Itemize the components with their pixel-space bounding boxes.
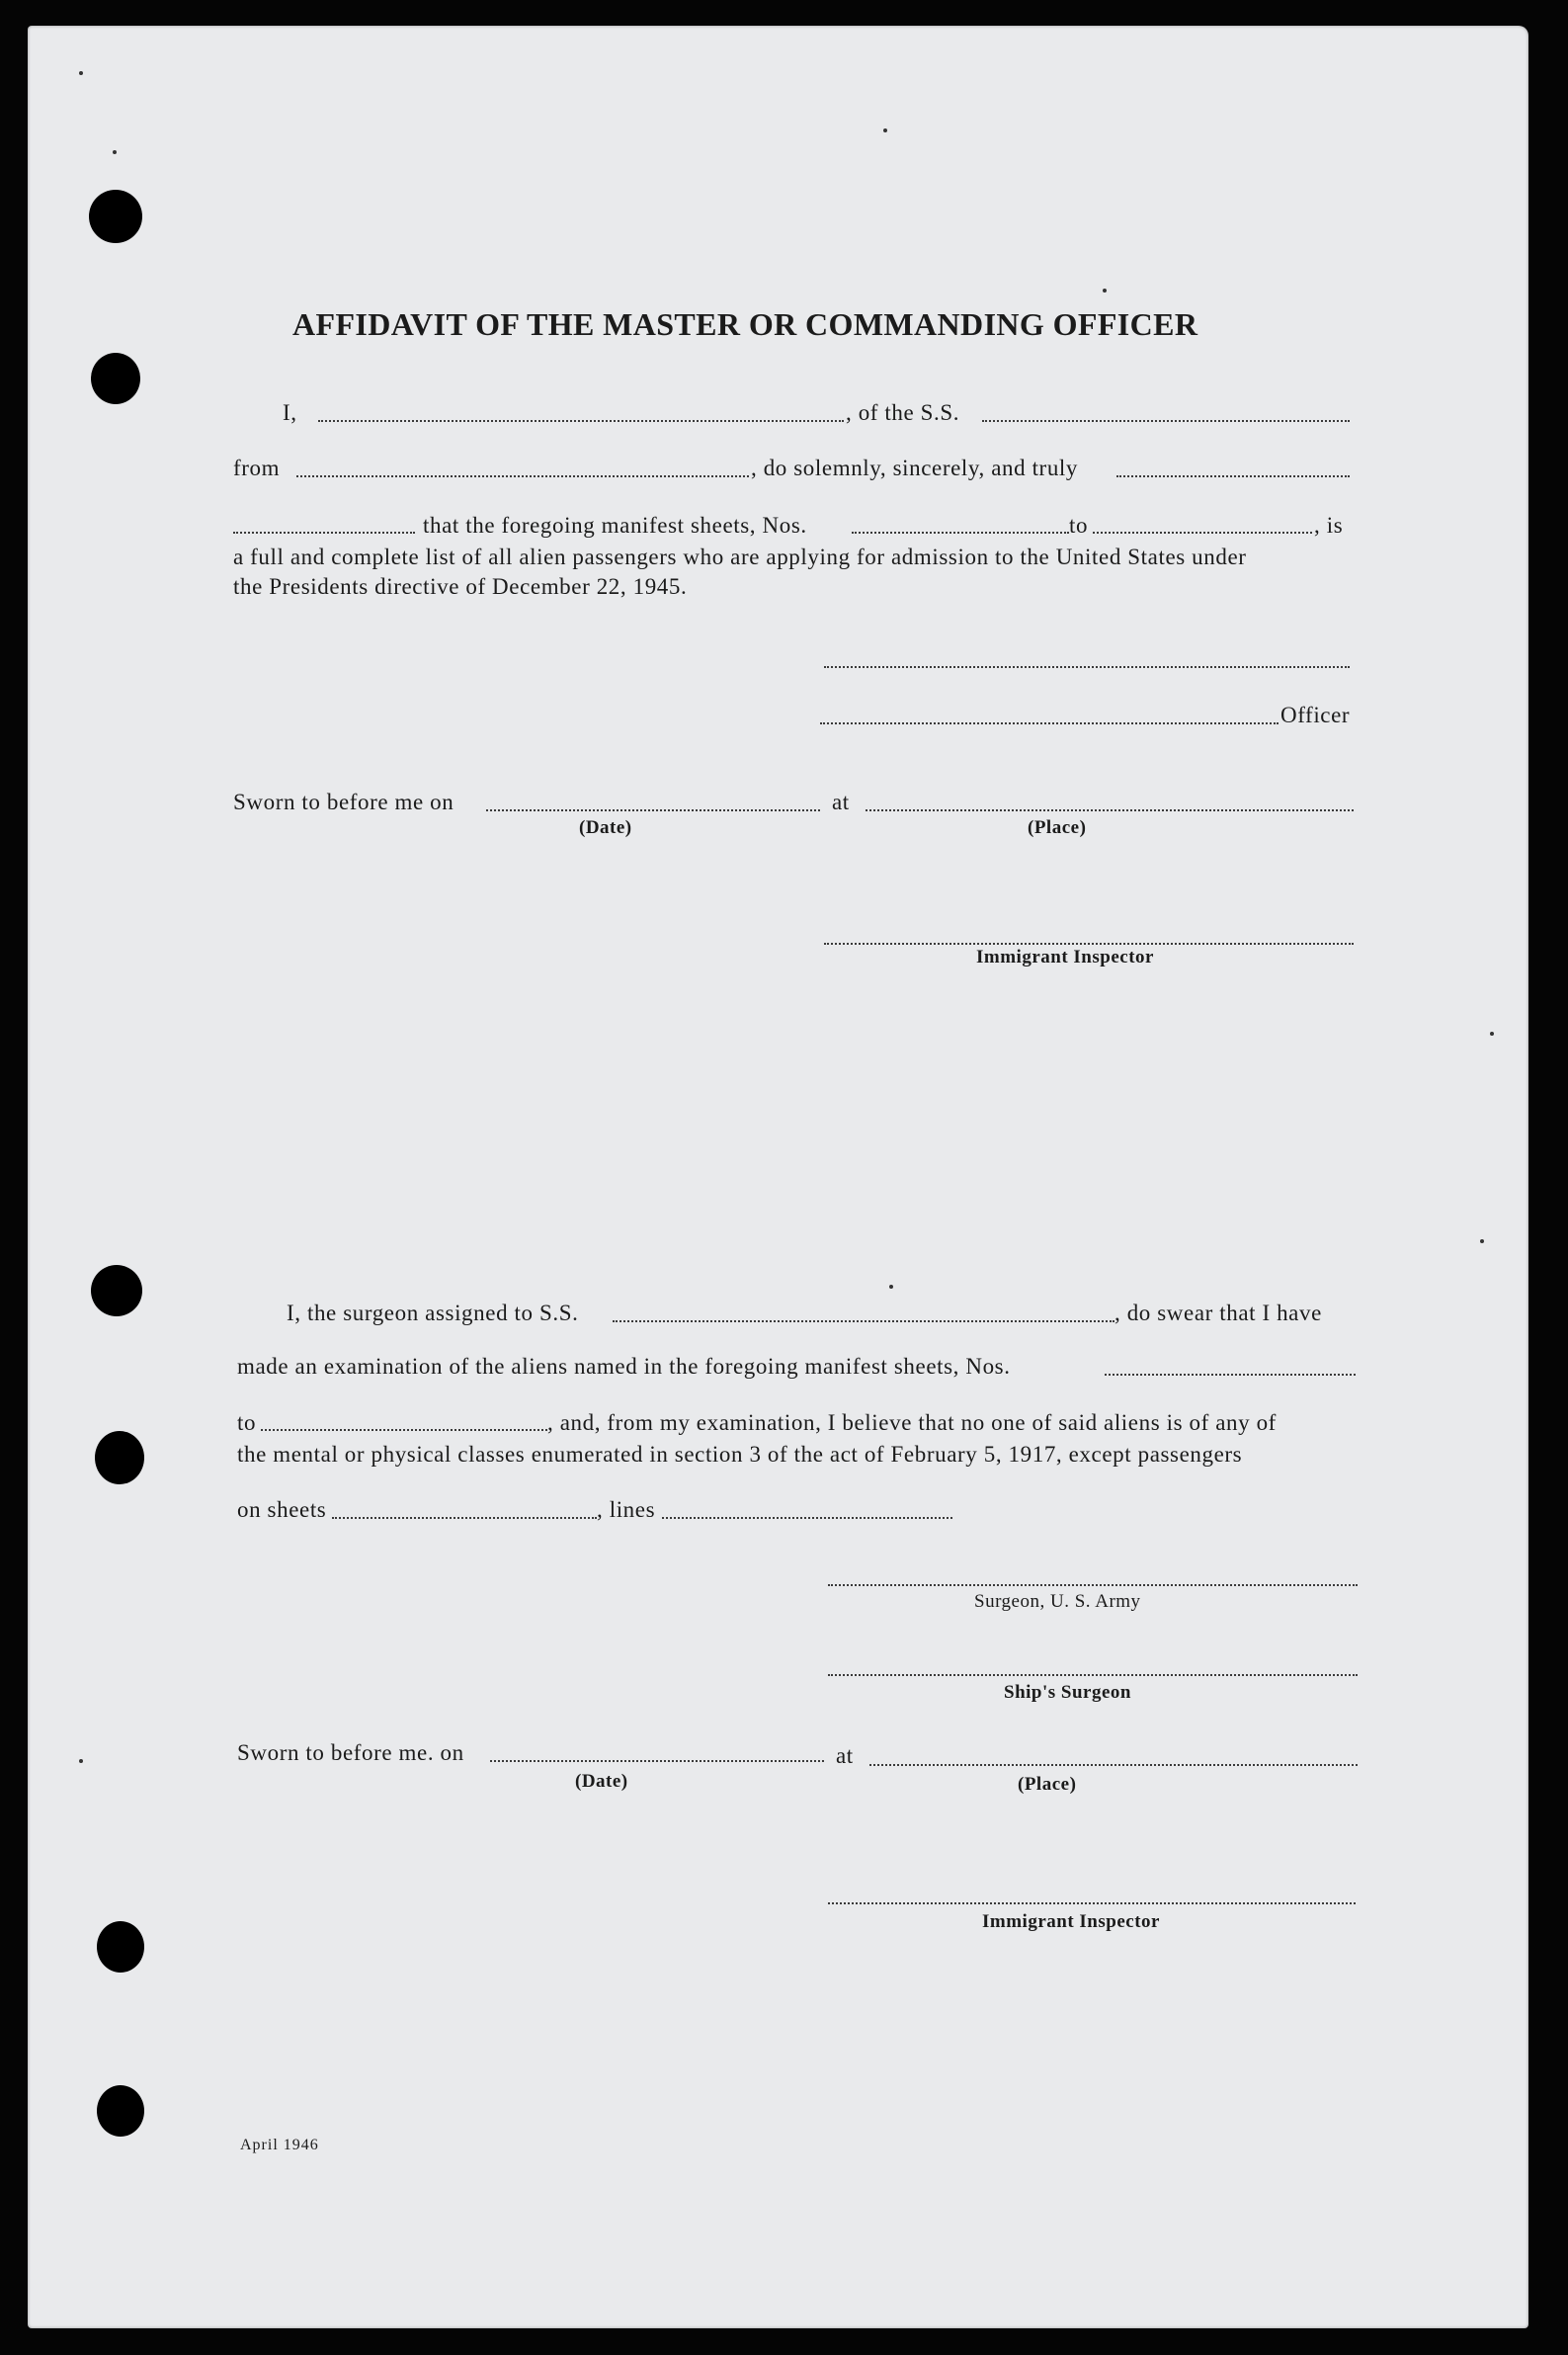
master-name-field[interactable] [318,420,844,422]
punch-hole [91,353,140,404]
master-sheets-from-field[interactable] [852,532,1069,534]
form-date-footer: April 1946 [240,2137,319,2153]
master-ss-label: , of the S.S. [846,400,960,425]
master-oath-field[interactable] [1116,475,1350,477]
form-title: AFFIDAVIT OF THE MASTER OR COMMANDING OFFICER [292,306,1198,342]
officer-title-field[interactable] [820,722,1279,724]
sworn-label-2: Sworn to before me. on [237,1740,464,1765]
sworn-date-field-2[interactable] [490,1760,824,1762]
surgeon-sheets-from-field[interactable] [1105,1374,1356,1376]
master-sheets-to-field[interactable] [1093,532,1312,534]
master-solemn-label: , do solemnly, sincerely, and truly [751,456,1079,480]
master-sheets-to-label: to [1069,513,1089,538]
surgeon-lines-field[interactable] [662,1517,952,1519]
punch-hole [91,1265,142,1316]
paper-speck [1490,1032,1494,1036]
form-page [28,26,1528,2328]
master-statement-line: the Presidents directive of December 22, 1945. [233,574,688,599]
master-is-label: , is [1314,513,1344,538]
inspector-label-2: Immigrant Inspector [982,1911,1160,1932]
punch-hole [95,1431,144,1484]
surgeon-on-sheets-label: on sheets [237,1497,327,1522]
surgeon-classes-line: the mental or physical classes enumerated in section 3 of the act of February 5, 1917, except passengers [237,1442,1243,1467]
surgeon-sheets-to-field[interactable] [261,1429,547,1431]
surgeon-exam-label: made an examination of the aliens named in the foregoing manifest sheets, Nos. [237,1354,1011,1379]
sworn-date-field[interactable] [486,809,820,811]
paper-speck [79,71,83,75]
paper-speck [1480,1239,1484,1243]
punch-hole [97,2085,144,2137]
paper-speck [883,128,887,132]
paper-speck [889,1285,893,1289]
officer-label: Officer [1280,703,1351,727]
inspector-signature-field-2[interactable] [828,1902,1356,1904]
punch-hole [97,1921,144,1973]
paper-speck [1103,289,1107,293]
army-surgeon-signature-field[interactable] [828,1584,1358,1586]
inspector-label: Immigrant Inspector [976,947,1154,967]
surgeon-ship-field[interactable] [613,1320,1114,1322]
surgeon-belief-label: , and, from my examination, I believe that no one of said aliens is of any of [547,1410,1277,1435]
master-sheets-label: that the foregoing manifest sheets, Nos. [423,513,807,538]
punch-hole [89,190,142,243]
master-from-label: from [233,456,281,480]
paper-speck [113,150,117,154]
ship-surgeon-signature-field[interactable] [828,1674,1358,1676]
inspector-signature-field[interactable] [824,943,1354,945]
master-from-field[interactable] [296,475,749,477]
surgeon-swear-label: , do swear that I have [1114,1301,1322,1325]
army-surgeon-label: Surgeon, U. S. Army [974,1591,1141,1612]
master-statement-line: a full and complete list of all alien passengers who are applying for admission to the United States under [233,545,1247,569]
surgeon-assigned-label: I, the surgeon assigned to S.S. [287,1301,579,1325]
paper-speck [79,1759,83,1763]
sworn-label: Sworn to before me on [233,790,454,814]
master-oath-cont-field[interactable] [233,532,415,534]
ship-surgeon-label: Ship's Surgeon [1004,1682,1131,1703]
sworn-at-label: at [832,790,850,814]
sworn-place-field[interactable] [866,809,1354,811]
master-i-label: I, [283,400,297,425]
sworn-place-field-2[interactable] [869,1764,1358,1766]
surgeon-lines-label: , lines [597,1497,656,1522]
master-ship-field[interactable] [982,420,1350,422]
surgeon-to-label: to [237,1410,257,1435]
sworn-at-label-2: at [836,1743,854,1768]
place-label-2: (Place) [1018,1774,1077,1795]
place-label: (Place) [1028,817,1087,838]
date-label: (Date) [579,817,632,838]
master-signature-field[interactable] [824,666,1350,668]
surgeon-except-sheets-field[interactable] [332,1517,597,1519]
date-label-2: (Date) [575,1771,628,1792]
